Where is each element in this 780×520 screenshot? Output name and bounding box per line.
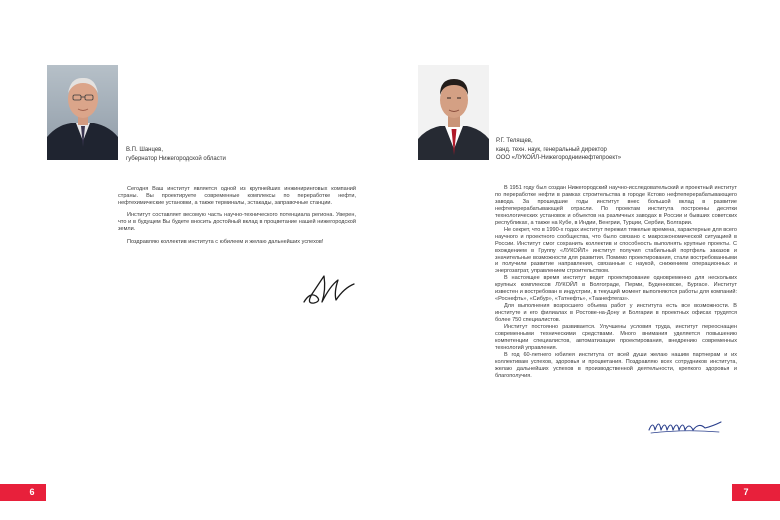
paragraph: В настоящее время институт ведет проектирование одновременно для нескольких крупных комплексов ЛУКОЙЛ в Волгограде, Перми, Буденновске, Бургасе. Институт известен и востребован в индустрии, в текущий момент выполняются работы для компаний: «Роснефть», «Сибур», «Татнефть», «Таанефтегаз».	[495, 275, 737, 303]
portrait-photo-telyashchev	[418, 65, 489, 160]
right-photo-caption	[496, 137, 621, 163]
paragraph: В год 60-летнего юбилея института от всей души желаю нашим партнерам и их коллективам успехов, здоровья и процветания. Поздравляю всех сотрудников института, желаю дальнейших успехов в производственной деятельности, крепкого здоровья и благополучия.	[495, 351, 737, 379]
caption-title: губернатор Нижегородской области	[126, 155, 226, 162]
paragraph: Сегодня Ваш институт является одной из крупнейших инжиниринговых компаний страны. Вы проектируете современные комплексы по переработке нефти, нефтехимические установки, а также терминалы, эстакады, заправочные станции.	[118, 186, 356, 206]
left-photo-caption	[126, 146, 226, 163]
page-number-left: 6	[18, 484, 46, 501]
left-body-text	[118, 186, 356, 251]
paragraph: Не секрет, что в 1990-х годах институт пережил тяжелые времена, характерные для всего научного и проектного сообщества, что было связано с макроэкономической ситуацией в России. Институт смог сохранить коллектив и способность выполнять крупные проекты. С вхождением в Группу «ЛУКОЙЛ» институт получил стабильный портфель заказов и значительные возможности для развития. Помимо проектирования, стали востребованными и получили развитие направления, связанные с наукой, снижением операционных и энергозатрат, управлением строительством.	[495, 226, 737, 275]
paragraph: Для выполнения возросшего объема работ у института есть все возможности. В институте и его филиалах в Ростове-на-Дону и Болгарии в проектных офисах трудятся более 750 специалистов.	[495, 303, 737, 324]
right-body-text	[495, 185, 737, 380]
paragraph: Институт составляет весомую часть научно-технического потенциала региона. Уверен, что и в будущем Вы будете вносить достойный вклад в процветание нашей нижегородской земли.	[118, 212, 356, 233]
paragraph: Поздравляю коллектив института с юбилеем и желаю дальнейших успехов!	[127, 238, 324, 245]
right-page	[390, 0, 780, 520]
portrait-photo-shantsev	[47, 65, 118, 160]
signature-telyashchev	[645, 414, 725, 436]
paragraph: В 1951 году был создан Нижегородский научно-исследовательский и проектный институт по переработке нефти в рамках строительства в городе Кстово нефтеперерабатывающего завода. За прошедшие годы институт внес большой вклад в развитие нефтеперерабатывающей отрасли. По проектам института построены десятки технологических установок и объектов на различных заводах в России и бывших советских республиках, а также на Кубе, в Индии, Венгрии, Турции, Сербии, Болгарии.	[495, 185, 737, 226]
left-accent-bar	[0, 484, 18, 501]
paragraph: Институт постоянно развивается. Улучшены условия труда, институт переоснащен современными техническими средствами. Много внимания уделяется повышению компетенции специалистов, автоматизации проектирования, внедрению современных технологий управления.	[495, 324, 737, 351]
right-accent-bar	[760, 484, 780, 501]
caption-name: В.П. Шанцев,	[126, 147, 164, 153]
caption-name: Р.Г. Телящев,	[496, 138, 533, 144]
signature-shantsev	[300, 272, 358, 306]
caption-degree: канд. техн. наук, генеральный директор	[496, 146, 607, 153]
page-number-right: 7	[732, 484, 760, 501]
caption-company: ООО «ЛУКОЙЛ-Нижегородниинефтепроект»	[496, 155, 622, 162]
